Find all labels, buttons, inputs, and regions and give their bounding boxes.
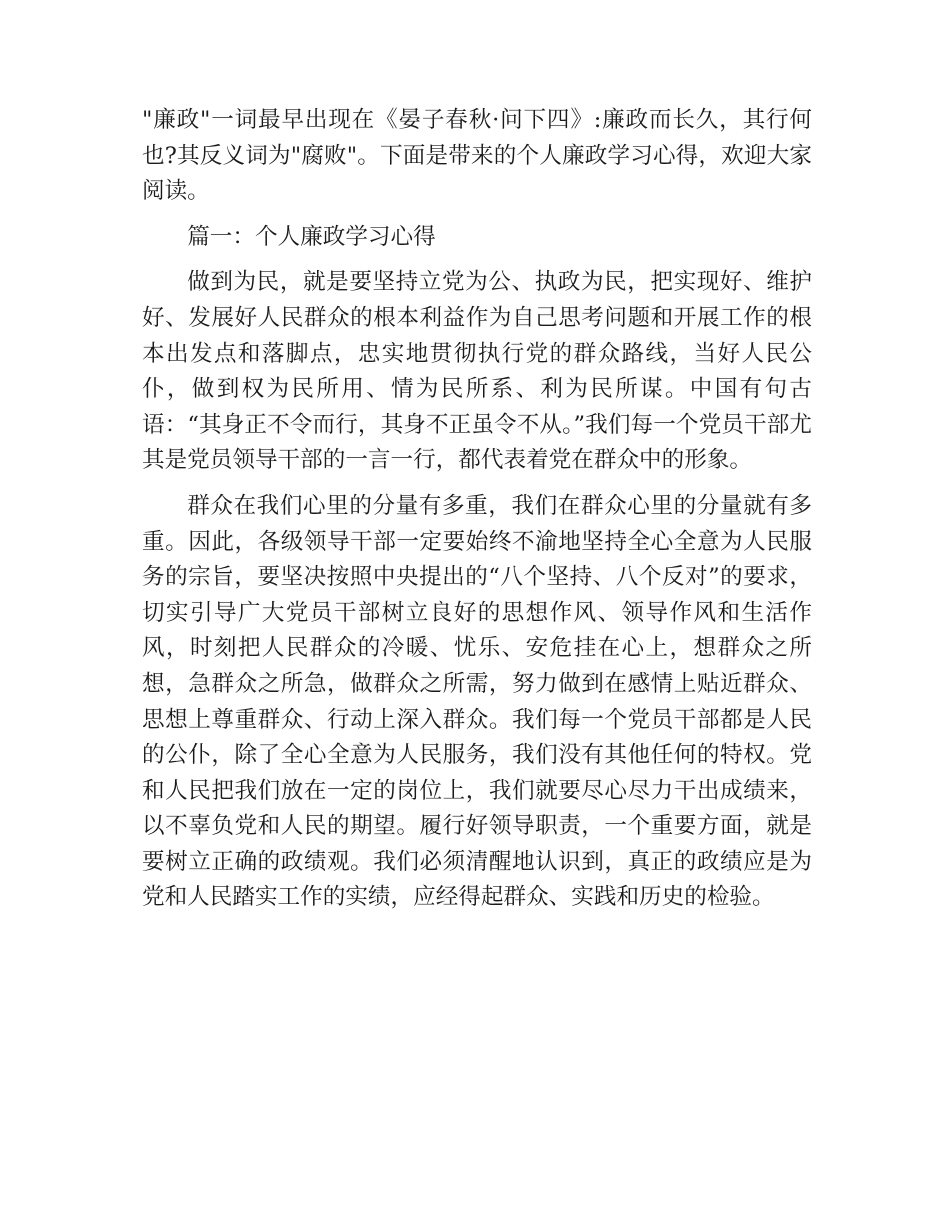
body-paragraph: 做到为民，就是要坚持立党为公、执政为民，把实现好、维护好、发展好人民群众的根本利益作为自己思考问题和开展工作的根本出发点和落脚点，忠实地贯彻执行党的群众路线，当好人民公仆，做到权为民所用、情为民所系、利为民所谋。中国有句古语：“其身正不令而行，其身不正虽令不从。”我们每一个党员干部尤其是党员领导干部的一言一行，都代表着党在群众中的形象。 (142, 269, 812, 474)
body-paragraph: 群众在我们心里的分量有多重，我们在群众心里的分量就有多重。因此，各级领导干部一定要始终不渝地坚持全心全意为人民服务的宗旨，要坚决按照中央提出的“八个坚持、八个反对”的要求，切实引导广大党员干部树立良好的思想作风、领导作风和生活作风，时刻把人民群众的冷暖、忧乐、安危挂在心上，想群众之所想，急群众之所急，做群众之所需，努力做到在感情上贴近群众、思想上尊重群众、行动上深入群众。我们每一个党员干部都是人民的公仆，除了全心全意为人民服务，我们没有其他任何的特权。党和人民把我们放在一定的岗位上，我们就要尽心尽力干出成绩来，以不辜负党和人民的期望。履行好领导职责，一个重要方面，就是要树立正确的政绩观。我们必须清醒地认识到，真正的政绩应是为党和人民踏实工作的实绩，应经得起群众、实践和历史的检验。 (142, 492, 812, 911)
section-title: 篇一：个人廉政学习心得 (187, 223, 436, 250)
intro-paragraph: "廉政"一词最早出现在《晏子春秋·问下四》:廉政而长久，其行何也?其反义词为"腐败"。下面是带来的个人廉政学习心得，欢迎大家阅读。 (142, 107, 812, 205)
document-body (142, 103, 812, 916)
